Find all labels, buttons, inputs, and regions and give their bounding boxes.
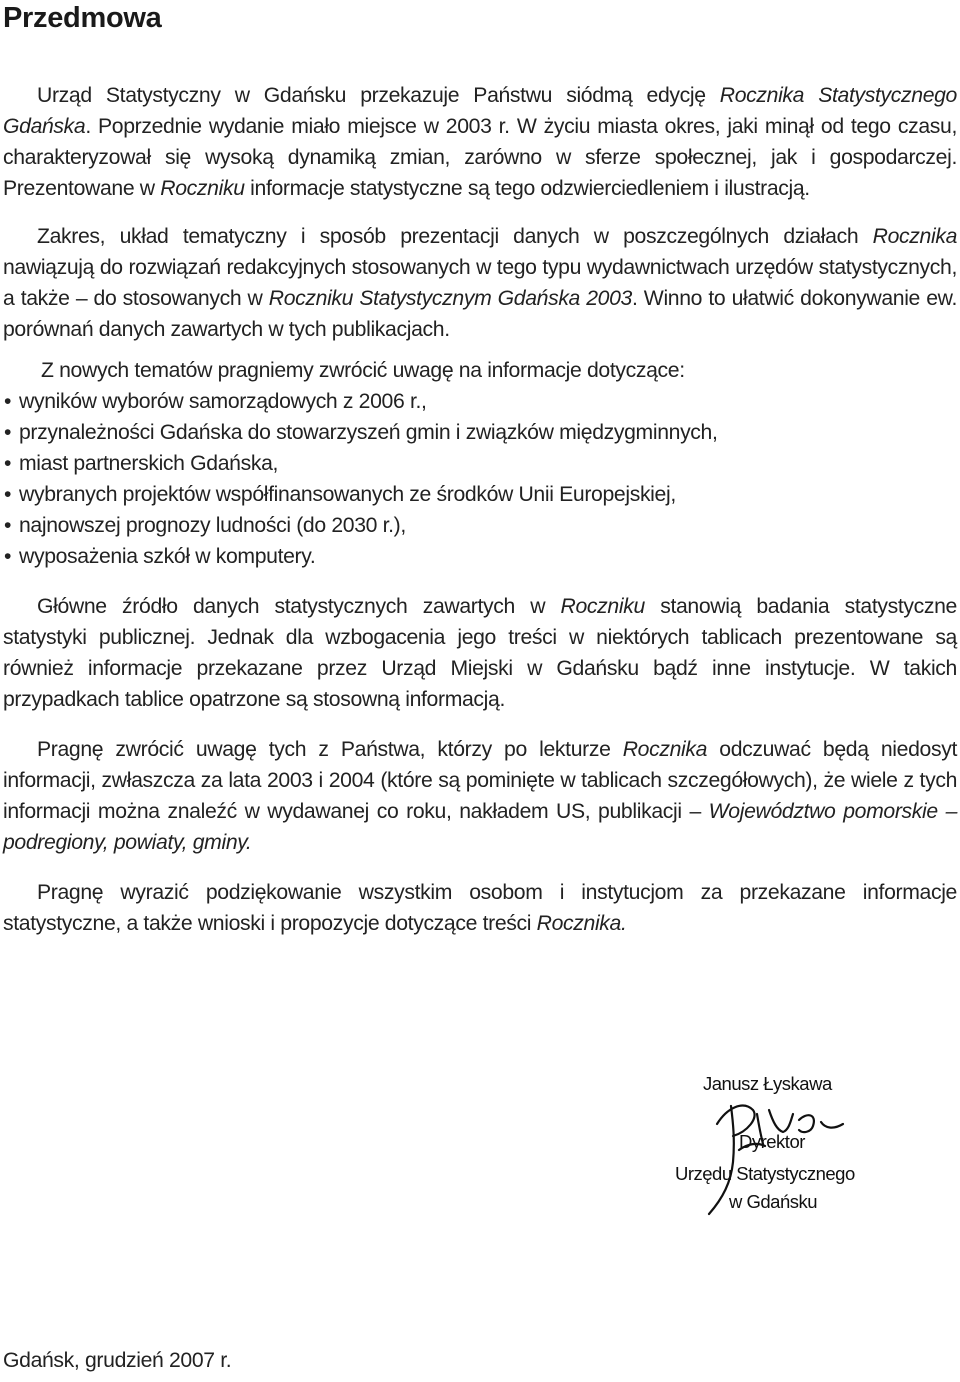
signatory-name: Janusz Łyskawa xyxy=(703,1073,832,1094)
bullet-icon: • xyxy=(4,452,12,475)
paragraph-sources: Główne źródło danych statystycznych zawartych w Roczniku stanowią badania statystyczne statystyki publicznej. Jednak dla wzbogacenia jego treści w niektórych tablicach prezentowane są również informacje przekazane przez Urząd Miejski w Gdańsku bądź inne instytucje. W takich przypadkach tablice opatrzone są stosowną informacją. xyxy=(3,595,957,711)
preface-body xyxy=(3,80,957,939)
bullet-icon: • xyxy=(4,514,12,537)
list-item: • miast partnerskich Gdańska, xyxy=(3,448,957,479)
list-item: • najnowszej prognozy ludności (do 2030 r.), xyxy=(3,510,957,541)
page-title: Przedmowa xyxy=(3,2,162,34)
signatory-office: Urzędu Statystycznego xyxy=(675,1163,855,1184)
list-item: • przynależności Gdańska do stowarzyszeń gmin i związków międzygminnych, xyxy=(3,417,957,448)
signatory-role: Dyrektor xyxy=(739,1131,805,1152)
list-item: • wyposażenia szkół w komputery. xyxy=(3,541,957,572)
place-date: Gdańsk, grudzień 2007 r. xyxy=(3,1349,232,1372)
signature-block xyxy=(673,1070,903,1220)
list-item: • wyników wyborów samorządowych z 2006 r., xyxy=(3,386,957,417)
bullet-icon: • xyxy=(4,390,12,413)
paragraph-scope: Zakres, układ tematyczny i sposób prezentacji danych w poszczególnych działach Rocznika nawiązują do rozwiązań redakcyjnych stosowanych w tego typu wydawnictwach urzędów statystycznych, a także – do stosowanych w Roczniku Statystycznym Gdańska 2003. Winno to ułatwić dokonywanie ew. porównań danych zawartych w tych publikacjach. xyxy=(3,225,957,341)
paragraph-intro: Urząd Statystyczny w Gdańsku przekazuje Państwu siódmą edycję Rocznika Statystycznego Gdańska. Poprzednie wydanie miało miejsce w 2003 r. W życiu miasta okres, jaki minął od tego czasu, charakteryzował się wysoką dynamiką zmian, zarówno w sferze społecznej, jak i gospodarczej. Prezentowane w Roczniku informacje statystyczne są tego odzwierciedleniem i ilustracją. xyxy=(3,84,957,200)
bullet-icon: • xyxy=(4,545,12,568)
signatory-city: w Gdańsku xyxy=(729,1191,818,1212)
bullet-icon: • xyxy=(4,421,12,444)
new-topics-list xyxy=(3,386,957,572)
list-item: • wybranych projektów współfinansowanych ze środków Unii Europejskiej, xyxy=(3,479,957,510)
paragraph-thanks: Pragnę wyrazić podziękowanie wszystkim osobom i instytucjom za przekazane informacje statystyczne, a także wnioski i propozycje dotyczące treści Rocznika. xyxy=(3,881,957,935)
new-topics-intro: Z nowych tematów pragniemy zwrócić uwagę na informacje dotyczące: xyxy=(41,359,685,382)
paragraph-publication: Pragnę zwrócić uwagę tych z Państwa, którzy po lekturze Rocznika odczuwać będą niedosyt informacji, zwłaszcza za lata 2003 i 2004 (które są pominięte w tablicach szczegółowych), że wiele z tych informacji można znaleźć w wydawanej co roku, nakładem US, publikacji – Województwo pomorskie – podregiony, powiaty, gminy. xyxy=(3,738,957,854)
bullet-icon: • xyxy=(4,483,12,506)
